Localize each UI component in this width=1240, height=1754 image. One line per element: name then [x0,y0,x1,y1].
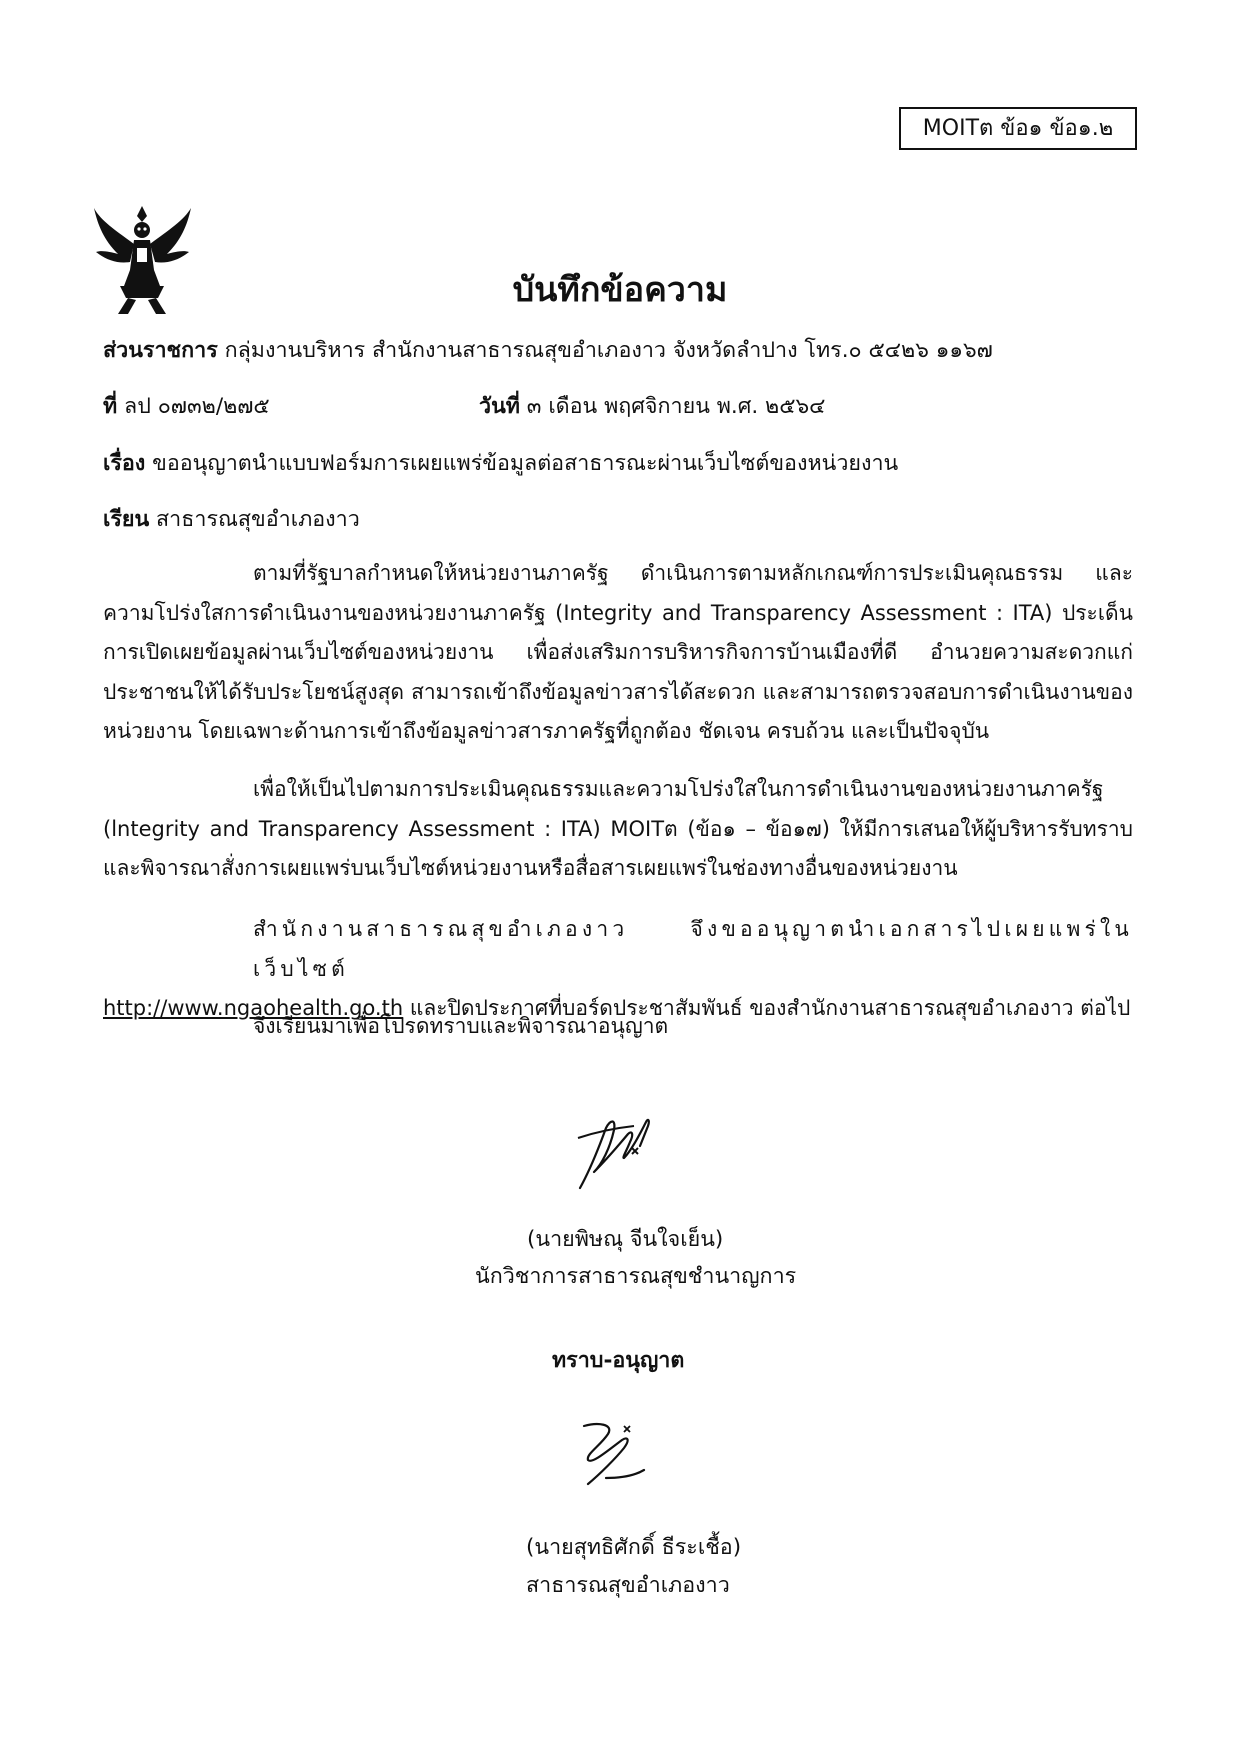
paragraph-3-rest: และปิดประกาศที่บอร์ดประชาสัมพันธ์ ของสำนักงานสาธารณสุขอำเภองาว ต่อไป [403,996,1131,1020]
paragraph-1-text: ตามที่รัฐบาลกำหนดให้หน่วยงานภาครัฐ ดำเนินการตามหลักเกณฑ์การประเมินคุณธรรม และความโปร่งใสการดำเนินงานของหน่วยงานภาครัฐ (Integrity and Transparency Assessment : ITA) ประเด็นการเปิดเผยข้อมูลผ่านเว็บไซต์ของหน่วยงาน เพื่อส่งเสริมการบริหารกิจการบ้านเมืองที่ดี อำนวยความสะดวกแก่ประชาชนให้ได้รับประโยชน์สูงสุด สามารถเข้าถึงข้อมูลข่าวสารได้สะดวก และสามารถตรวจสอบการดำเนินงานของหน่วยงาน โดยเฉพาะด้านการเข้าถึงข้อมูลข่าวสารภาครัฐที่ถูกต้อง ชัดเจน ครบถ้วน และเป็นปัจจุบัน [103,561,1133,743]
paragraph-1 [103,554,1133,752]
agency-row [103,333,993,369]
to-label: เรียน [103,507,150,532]
signature-2-image [578,1418,648,1490]
approval-label: ทราบ-อนุญาต [552,1348,685,1373]
reference-code: MOITต ข้อ๑ ข้อ๑.๒ [922,116,1114,141]
closing-paragraph [103,1007,1133,1047]
agency-label: ส่วนราชการ [103,338,218,363]
to-value: สาธารณสุขอำเภองาว [156,507,360,532]
document-title: บันทึกข้อความ [512,270,728,310]
signature-1-image [572,1108,668,1194]
closing-text: จึงเรียนมาเพื่อโปรดทราบและพิจารณาอนุญาต [253,1014,669,1038]
paragraph-3-line-1: สำนักงานสาธารณสุขอำเภองาว จึงขออนุญาตนำเอกสารไปเผยแพร่ในเว็บไซต์ [253,917,1133,981]
reference-value: ลป ๐๗๓๒/๒๗๕ [124,394,270,419]
paragraph-2 [103,770,1133,889]
reference-code-box [899,107,1137,150]
subject-label: เรื่อง [103,451,146,476]
reference-label: ที่ [103,394,118,419]
signer-1-position: นักวิชาการสาธารณสุขชำนาญการ [475,1264,797,1289]
website-link[interactable]: http://www.ngaohealth.go.th [103,996,404,1020]
date-label: วันที่ [479,394,520,419]
paragraph-2-text: เพื่อให้เป็นไปตามการประเมินคุณธรรมและความโปร่งใสในการดำเนินงานของหน่วยงานภาครัฐ (lntegrity and Transparency Assessment : ITA) MOITต (ข้อ๑ – ข้อ๑๗) ให้มีการเสนอให้ผู้บริหารรับทราบและพิจารณาสั่งการเผยแพร่บนเว็บไซต์หน่วยงานหรือสื่อสารเผยแพร่ในช่องทางอื่นของหน่วยงาน [103,777,1133,880]
signer-2-position: สาธารณสุขอำเภองาว [526,1573,730,1598]
reference-row [103,389,270,425]
date-value: ๓ เดือน พฤศจิกายน พ.ศ. ๒๕๖๔ [526,394,826,419]
signer-1-name: (นายพิษณุ จีนใจเย็น) [527,1227,724,1252]
date-row [479,389,825,425]
signer-2-name: (นายสุทธิศักดิ์ ธีระเชื้อ) [526,1535,742,1560]
subject-value: ขออนุญาตนำแบบฟอร์มการเผยแพร่ข้อมูลต่อสาธารณะผ่านเว็บไซต์ของหน่วยงาน [152,451,899,476]
to-row [103,502,360,538]
agency-value: กลุ่มงานบริหาร สำนักงานสาธารณสุขอำเภองาว จังหวัดลำปาง โทร.๐ ๕๔๒๖ ๑๑๖๗ [224,338,993,363]
subject-row [103,446,898,482]
